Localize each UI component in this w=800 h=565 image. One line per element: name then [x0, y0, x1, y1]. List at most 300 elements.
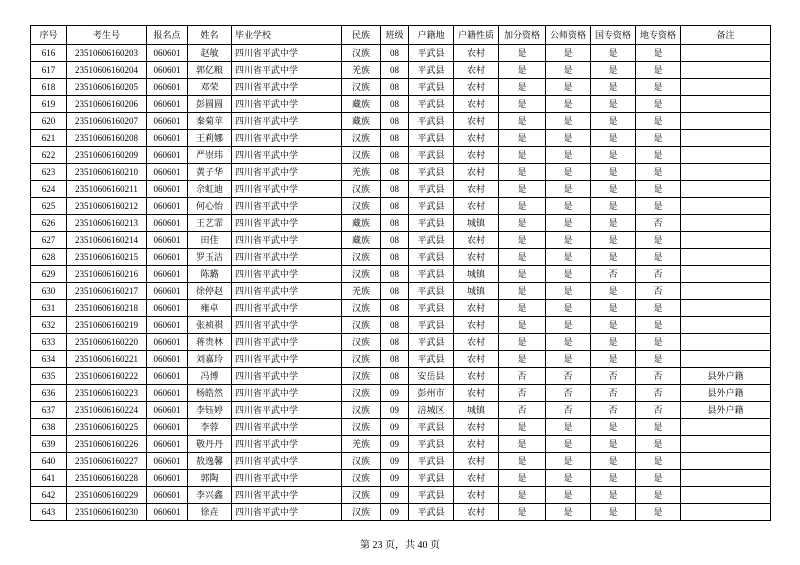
table-cell: 平武县	[409, 113, 454, 130]
table-row	[31, 419, 771, 436]
table-cell: 平武县	[409, 283, 454, 300]
table-cell: 23510606160222	[67, 368, 147, 385]
table-cell: 农村	[454, 317, 499, 334]
table-cell: 628	[31, 249, 67, 266]
table-cell: 平武县	[409, 249, 454, 266]
table-cell: 汉族	[342, 351, 381, 368]
table-cell: 是	[546, 113, 591, 130]
table-cell: 23510606160218	[67, 300, 147, 317]
table-cell	[681, 181, 771, 198]
table-cell: 汉族	[342, 419, 381, 436]
table-cell: 是	[636, 504, 681, 521]
table-cell: 汉族	[342, 317, 381, 334]
table-cell: 是	[636, 317, 681, 334]
table-cell: 四川省平武中学	[232, 164, 342, 181]
table-cell: 农村	[454, 453, 499, 470]
table-cell: 汉族	[342, 368, 381, 385]
table-cell: 是	[636, 249, 681, 266]
table-cell: 黄子华	[188, 164, 232, 181]
table-cell: 张祯祺	[188, 317, 232, 334]
table-cell: 是	[546, 436, 591, 453]
table-cell: 是	[636, 351, 681, 368]
table-cell: 060601	[147, 96, 188, 113]
table-cell: 四川省平武中学	[232, 232, 342, 249]
table-cell: 农村	[454, 45, 499, 62]
table-cell: 否	[591, 368, 636, 385]
table-cell: 汉族	[342, 504, 381, 521]
table-cell: 633	[31, 334, 67, 351]
table-cell	[681, 130, 771, 147]
table-cell: 平武县	[409, 215, 454, 232]
table-cell: 640	[31, 453, 67, 470]
table-cell: 四川省平武中学	[232, 504, 342, 521]
table-cell: 是	[546, 96, 591, 113]
table-cell: 汉族	[342, 470, 381, 487]
table-cell: 23510606160221	[67, 351, 147, 368]
table-cell: 平武县	[409, 62, 454, 79]
table-cell: 彭州市	[409, 385, 454, 402]
table-cell: 23510606160215	[67, 249, 147, 266]
table-cell: 060601	[147, 487, 188, 504]
table-cell: 农村	[454, 79, 499, 96]
table-cell: 060601	[147, 419, 188, 436]
table-cell: 642	[31, 487, 67, 504]
table-cell: 平武县	[409, 504, 454, 521]
table-cell: 060601	[147, 249, 188, 266]
table-cell: 是	[591, 283, 636, 300]
table-cell: 农村	[454, 96, 499, 113]
table-cell: 汉族	[342, 453, 381, 470]
column-header: 加分资格	[499, 26, 546, 45]
table-cell: 是	[636, 436, 681, 453]
table-cell: 是	[591, 419, 636, 436]
header-row	[31, 26, 771, 45]
table-cell: 08	[381, 198, 409, 215]
table-row	[31, 96, 771, 113]
table-cell: 是	[499, 164, 546, 181]
table-cell: 四川省平武中学	[232, 147, 342, 164]
table-cell: 农村	[454, 62, 499, 79]
table-cell: 是	[636, 181, 681, 198]
table-cell: 是	[546, 232, 591, 249]
table-cell: 是	[499, 249, 546, 266]
table-row	[31, 402, 771, 419]
table-cell	[681, 317, 771, 334]
table-cell: 平武县	[409, 436, 454, 453]
table-cell: 否	[546, 368, 591, 385]
table-cell: 四川省平武中学	[232, 96, 342, 113]
table-row	[31, 385, 771, 402]
table-cell: 是	[546, 164, 591, 181]
table-cell: 羌族	[342, 436, 381, 453]
table-cell: 否	[591, 402, 636, 419]
table-cell: 安岳县	[409, 368, 454, 385]
table-cell: 是	[591, 45, 636, 62]
table-cell: 08	[381, 164, 409, 181]
table-cell: 平武县	[409, 181, 454, 198]
table-cell: 09	[381, 419, 409, 436]
table-cell: 08	[381, 334, 409, 351]
table-cell: 四川省平武中学	[232, 45, 342, 62]
table-row	[31, 504, 771, 521]
table-cell: 639	[31, 436, 67, 453]
table-cell: 060601	[147, 45, 188, 62]
table-cell: 羌族	[342, 62, 381, 79]
table-cell: 否	[499, 368, 546, 385]
table-cell: 否	[546, 385, 591, 402]
table-row	[31, 147, 771, 164]
table-cell: 08	[381, 130, 409, 147]
table-cell: 是	[636, 487, 681, 504]
table-cell: 630	[31, 283, 67, 300]
table-cell: 汉族	[342, 300, 381, 317]
table-cell: 是	[546, 181, 591, 198]
table-cell: 平武县	[409, 266, 454, 283]
table-cell: 23510606160230	[67, 504, 147, 521]
table-cell	[681, 249, 771, 266]
table-cell: 四川省平武中学	[232, 317, 342, 334]
table-cell: 羌族	[342, 283, 381, 300]
table-cell: 城镇	[454, 402, 499, 419]
table-cell: 农村	[454, 487, 499, 504]
table-cell: 是	[591, 351, 636, 368]
table-cell: 汉族	[342, 334, 381, 351]
table-cell	[681, 198, 771, 215]
table-cell: 08	[381, 351, 409, 368]
table-row	[31, 351, 771, 368]
table-cell: 郭亿粮	[188, 62, 232, 79]
table-cell: 622	[31, 147, 67, 164]
table-cell: 08	[381, 249, 409, 266]
table-cell: 060601	[147, 402, 188, 419]
table-cell: 是	[499, 419, 546, 436]
table-cell: 08	[381, 79, 409, 96]
roster-header	[31, 26, 771, 45]
table-cell: 是	[499, 181, 546, 198]
table-cell: 严崇玮	[188, 147, 232, 164]
table-cell: 08	[381, 300, 409, 317]
table-cell: 陈璐	[188, 266, 232, 283]
table-cell: 农村	[454, 164, 499, 181]
table-cell: 23510606160227	[67, 453, 147, 470]
table-cell: 616	[31, 45, 67, 62]
table-cell: 060601	[147, 130, 188, 147]
table-cell: 农村	[454, 351, 499, 368]
table-cell: 平武县	[409, 470, 454, 487]
table-row	[31, 164, 771, 181]
table-cell: 四川省平武中学	[232, 453, 342, 470]
table-cell: 是	[636, 45, 681, 62]
table-cell: 农村	[454, 181, 499, 198]
table-cell: 23510606160217	[67, 283, 147, 300]
table-cell: 是	[499, 79, 546, 96]
table-cell: 637	[31, 402, 67, 419]
table-cell: 藏族	[342, 232, 381, 249]
table-cell: 23510606160205	[67, 79, 147, 96]
table-cell: 是	[591, 147, 636, 164]
table-cell	[681, 113, 771, 130]
column-header: 备注	[681, 26, 771, 45]
table-cell: 平武县	[409, 198, 454, 215]
table-cell: 是	[546, 249, 591, 266]
table-cell: 08	[381, 45, 409, 62]
table-cell	[681, 232, 771, 249]
table-cell: 是	[499, 487, 546, 504]
table-row	[31, 300, 771, 317]
table-cell: 刘嘉玲	[188, 351, 232, 368]
table-cell: 是	[546, 147, 591, 164]
table-cell: 县外户籍	[681, 368, 771, 385]
table-cell: 是	[636, 453, 681, 470]
table-cell: 汉族	[342, 487, 381, 504]
table-cell: 060601	[147, 453, 188, 470]
table-cell: 23510606160220	[67, 334, 147, 351]
table-cell	[681, 215, 771, 232]
table-cell: 620	[31, 113, 67, 130]
table-cell: 629	[31, 266, 67, 283]
table-cell: 农村	[454, 300, 499, 317]
table-cell: 060601	[147, 113, 188, 130]
table-cell: 23510606160208	[67, 130, 147, 147]
table-cell: 平武县	[409, 79, 454, 96]
table-cell: 平武县	[409, 334, 454, 351]
table-cell: 何心怡	[188, 198, 232, 215]
table-cell: 平武县	[409, 96, 454, 113]
table-cell: 是	[546, 198, 591, 215]
table-cell	[681, 79, 771, 96]
table-cell: 是	[591, 96, 636, 113]
table-cell: 23510606160228	[67, 470, 147, 487]
table-cell: 冯博	[188, 368, 232, 385]
table-cell: 是	[636, 470, 681, 487]
table-cell: 641	[31, 470, 67, 487]
table-cell: 汉族	[342, 147, 381, 164]
table-cell: 是	[499, 436, 546, 453]
table-row	[31, 130, 771, 147]
table-cell: 是	[546, 62, 591, 79]
table-cell: 23510606160219	[67, 317, 147, 334]
table-cell: 是	[546, 215, 591, 232]
table-cell: 23510606160204	[67, 62, 147, 79]
table-cell	[681, 351, 771, 368]
table-cell: 060601	[147, 385, 188, 402]
table-cell: 是	[499, 215, 546, 232]
table-cell: 否	[636, 283, 681, 300]
table-cell: 是	[591, 453, 636, 470]
table-cell	[681, 147, 771, 164]
table-cell: 08	[381, 266, 409, 283]
table-cell: 是	[546, 470, 591, 487]
table-cell: 643	[31, 504, 67, 521]
table-cell: 彭圆圆	[188, 96, 232, 113]
column-header: 序号	[31, 26, 67, 45]
table-cell: 是	[546, 453, 591, 470]
table-cell: 是	[591, 215, 636, 232]
table-cell: 060601	[147, 181, 188, 198]
table-cell: 是	[591, 317, 636, 334]
table-cell: 否	[636, 402, 681, 419]
table-cell: 060601	[147, 283, 188, 300]
table-cell: 是	[591, 334, 636, 351]
table-cell: 郭陶	[188, 470, 232, 487]
table-cell: 08	[381, 181, 409, 198]
table-row	[31, 436, 771, 453]
table-cell: 四川省平武中学	[232, 198, 342, 215]
table-cell: 是	[499, 96, 546, 113]
table-cell: 否	[636, 368, 681, 385]
table-cell: 09	[381, 487, 409, 504]
table-cell: 631	[31, 300, 67, 317]
table-cell: 是	[546, 487, 591, 504]
table-cell: 羌族	[342, 164, 381, 181]
table-cell: 是	[636, 198, 681, 215]
table-row	[31, 249, 771, 266]
table-cell: 否	[636, 266, 681, 283]
table-cell: 是	[546, 130, 591, 147]
table-cell: 农村	[454, 232, 499, 249]
table-cell: 09	[381, 470, 409, 487]
table-row	[31, 487, 771, 504]
table-cell: 060601	[147, 504, 188, 521]
table-cell: 617	[31, 62, 67, 79]
table-cell: 农村	[454, 147, 499, 164]
table-cell: 藏族	[342, 113, 381, 130]
table-cell: 平武县	[409, 419, 454, 436]
table-cell: 09	[381, 436, 409, 453]
table-cell: 田佳	[188, 232, 232, 249]
table-cell: 621	[31, 130, 67, 147]
table-cell: 23510606160206	[67, 96, 147, 113]
table-cell: 四川省平武中学	[232, 402, 342, 419]
table-cell: 060601	[147, 368, 188, 385]
table-cell: 627	[31, 232, 67, 249]
table-cell: 四川省平武中学	[232, 266, 342, 283]
table-cell: 平武县	[409, 487, 454, 504]
table-cell: 四川省平武中学	[232, 215, 342, 232]
table-cell: 23510606160210	[67, 164, 147, 181]
table-cell: 623	[31, 164, 67, 181]
table-cell	[681, 436, 771, 453]
table-cell: 四川省平武中学	[232, 487, 342, 504]
table-cell: 是	[591, 249, 636, 266]
table-cell: 四川省平武中学	[232, 419, 342, 436]
column-header: 考生号	[67, 26, 147, 45]
table-cell: 四川省平武中学	[232, 334, 342, 351]
table-cell: 060601	[147, 317, 188, 334]
table-cell: 09	[381, 453, 409, 470]
column-header: 公师资格	[546, 26, 591, 45]
column-header: 毕业学校	[232, 26, 342, 45]
table-cell: 是	[636, 164, 681, 181]
roster-body	[31, 45, 771, 521]
table-cell: 否	[591, 266, 636, 283]
table-cell: 四川省平武中学	[232, 130, 342, 147]
table-cell: 否	[546, 402, 591, 419]
table-cell: 杨皓然	[188, 385, 232, 402]
table-cell: 否	[636, 385, 681, 402]
table-cell: 是	[591, 181, 636, 198]
table-cell: 城镇	[454, 266, 499, 283]
table-row	[31, 181, 771, 198]
table-cell: 四川省平武中学	[232, 300, 342, 317]
table-cell: 23510606160224	[67, 402, 147, 419]
table-cell: 是	[499, 130, 546, 147]
table-cell: 平武县	[409, 317, 454, 334]
table-cell: 平武县	[409, 164, 454, 181]
table-cell: 是	[636, 232, 681, 249]
table-cell: 是	[499, 504, 546, 521]
table-cell: 是	[591, 300, 636, 317]
column-header: 民族	[342, 26, 381, 45]
table-row	[31, 470, 771, 487]
table-cell: 23510606160226	[67, 436, 147, 453]
table-row	[31, 113, 771, 130]
table-cell	[681, 419, 771, 436]
table-cell: 23510606160209	[67, 147, 147, 164]
table-cell: 否	[591, 385, 636, 402]
table-cell: 是	[591, 79, 636, 96]
table-cell: 08	[381, 368, 409, 385]
table-cell: 636	[31, 385, 67, 402]
table-cell: 是	[636, 334, 681, 351]
table-row	[31, 317, 771, 334]
table-cell: 060601	[147, 232, 188, 249]
table-cell: 624	[31, 181, 67, 198]
table-cell: 是	[591, 470, 636, 487]
table-cell: 是	[591, 113, 636, 130]
column-header: 地专资格	[636, 26, 681, 45]
table-cell: 农村	[454, 113, 499, 130]
table-cell: 是	[499, 62, 546, 79]
table-cell: 是	[499, 453, 546, 470]
table-cell: 农村	[454, 198, 499, 215]
table-cell	[681, 164, 771, 181]
table-cell: 藏族	[342, 215, 381, 232]
table-row	[31, 62, 771, 79]
table-cell: 农村	[454, 470, 499, 487]
table-cell: 060601	[147, 300, 188, 317]
table-cell: 城镇	[454, 283, 499, 300]
table-cell: 23510606160223	[67, 385, 147, 402]
table-cell: 农村	[454, 385, 499, 402]
table-cell: 是	[636, 62, 681, 79]
table-row	[31, 334, 771, 351]
table-cell: 060601	[147, 62, 188, 79]
table-cell: 09	[381, 504, 409, 521]
table-cell: 是	[499, 147, 546, 164]
table-cell: 徐垚	[188, 504, 232, 521]
table-cell: 赵敏	[188, 45, 232, 62]
table-cell: 是	[591, 130, 636, 147]
table-cell: 是	[546, 334, 591, 351]
page-number-footer: 第 23 页，共 40 页	[360, 540, 440, 551]
table-cell: 是	[499, 113, 546, 130]
table-cell: 是	[636, 147, 681, 164]
table-row	[31, 45, 771, 62]
table-cell: 08	[381, 283, 409, 300]
table-row	[31, 79, 771, 96]
table-cell: 是	[546, 283, 591, 300]
table-cell: 是	[591, 62, 636, 79]
table-cell: 平武县	[409, 300, 454, 317]
table-cell	[681, 300, 771, 317]
table-cell: 060601	[147, 436, 188, 453]
table-cell: 四川省平武中学	[232, 368, 342, 385]
table-cell: 08	[381, 215, 409, 232]
table-cell: 敬丹丹	[188, 436, 232, 453]
column-header: 户籍地	[409, 26, 454, 45]
table-cell: 四川省平武中学	[232, 113, 342, 130]
